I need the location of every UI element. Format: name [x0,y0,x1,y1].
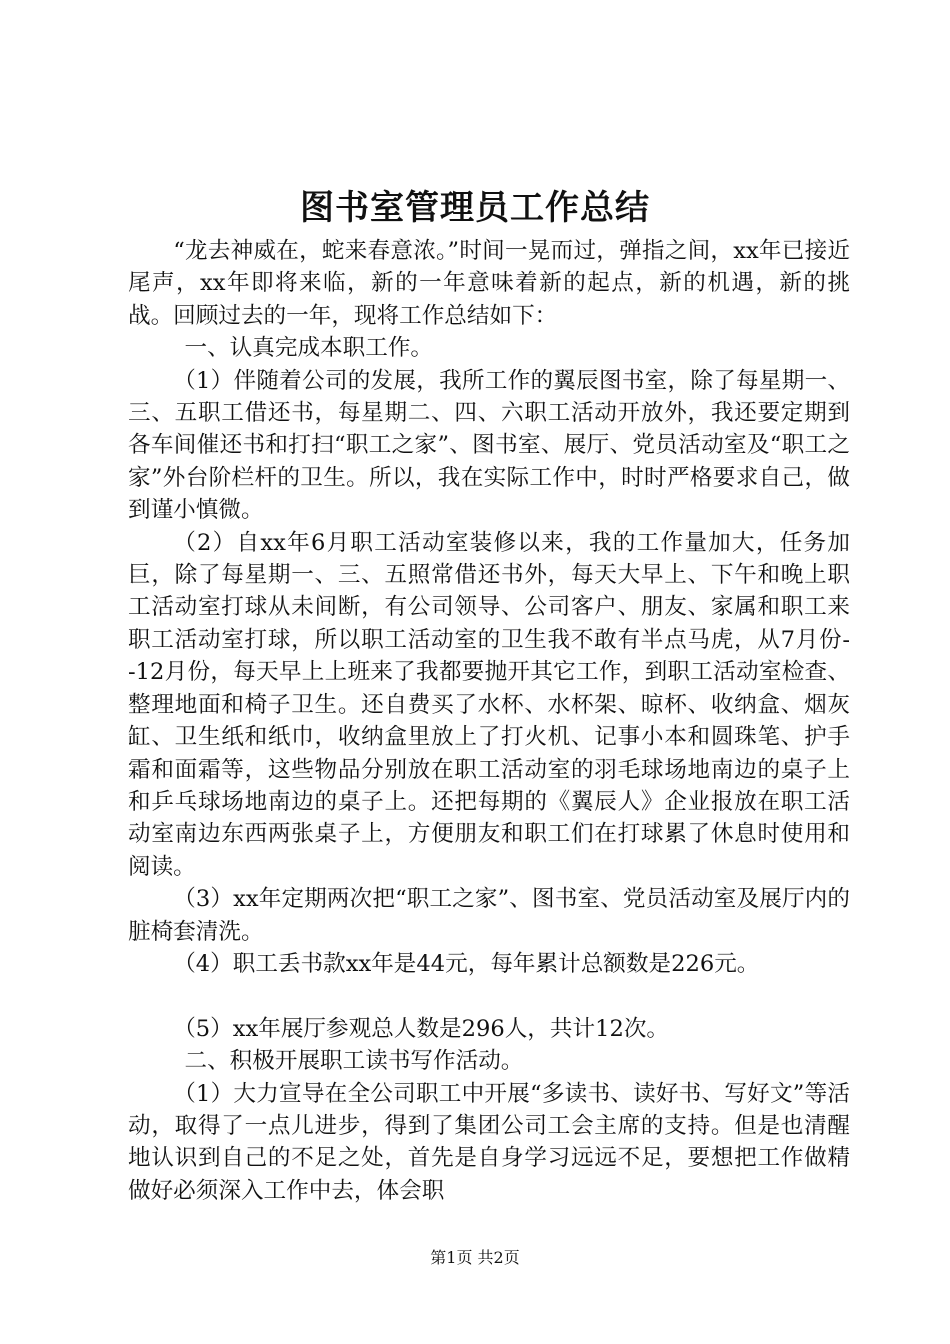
item-paragraph-6: （1）大力宣导在全公司职工中开展“多读书、读好书、写好文”等活动，取得了一点儿进步，得到了集团公司工会主席的支持。但是也清醒地认识到自己的不足之处，首先是自身学习远远不足，要想把工作做精做好必须深入工作中去，体会职 [128,1080,850,1204]
item-paragraph-4: （4）职工丢书款xx年是44元，每年累计总额数是226元。 [173,950,760,977]
document-title: 图书室管理员工作总结 [300,188,650,228]
item-paragraph-1: （1）伴随着公司的发展，我所工作的翼辰图书室，除了每星期一、三、五职工借还书，每星期二、四、六职工活动开放外，我还要定期到各车间催还书和打扫“职工之家”、图书室、展厅、党员活动室及“职工之家”外台阶栏杆的卫生。所以，我在实际工作中，时时严格要求自己，做到谨小慎微。 [128,367,850,524]
item-paragraph-2: （2）自xx年6月职工活动室装修以来，我的工作量加大，任务加巨，除了每星期一、三、五照常借还书外，每天大早上、下午和晚上职工活动室打球从未间断，有公司领导、公司客户、朋友、家属和职工来职工活动室打球，所以职工活动室的卫生我不敢有半点马虎，从7月份--12月份，每天早上上班来了我都要抛开其它工作，到职工活动室检查、整理地面和椅子卫生。还自费买了水杯、水杯架、晾杯、收纳盒、烟灰缸、卫生纸和纸巾，收纳盒里放上了打火机、记事小本和圆珠笔、护手霜和面霜等，这些物品分别放在职工活动室的羽毛球场地南边的桌子上和乒乓球场地南边的桌子上。还把每期的《翼辰人》企业报放在职工活动室南边东西两张桌子上，方便朋友和职工们在打球累了休息时使用和阅读。 [128,529,850,880]
item-paragraph-3: （3）xx年定期两次把“职工之家”、图书室、党员活动室及展厅内的脏椅套清洗。 [128,886,850,945]
intro-paragraph: “龙去神威在，蛇来春意浓。”时间一晃而过，弹指之间，xx年已接近尾声，xx年即将来临，新的一年意味着新的起点，新的机遇，新的挑战。回顾过去的一年，现将工作总结如下： [128,238,850,329]
document-body [128,235,850,1207]
section-heading-1: 一、认真完成本职工作。 [184,335,434,362]
page-number-footer: 第1页 共2页 [430,1248,520,1267]
section-heading-2: 二、积极开展职工读书写作活动。 [184,1048,524,1075]
item-paragraph-5: （5）xx年展厅参观总人数是296人，共计12次。 [173,1015,670,1042]
blank-line [128,980,850,1012]
